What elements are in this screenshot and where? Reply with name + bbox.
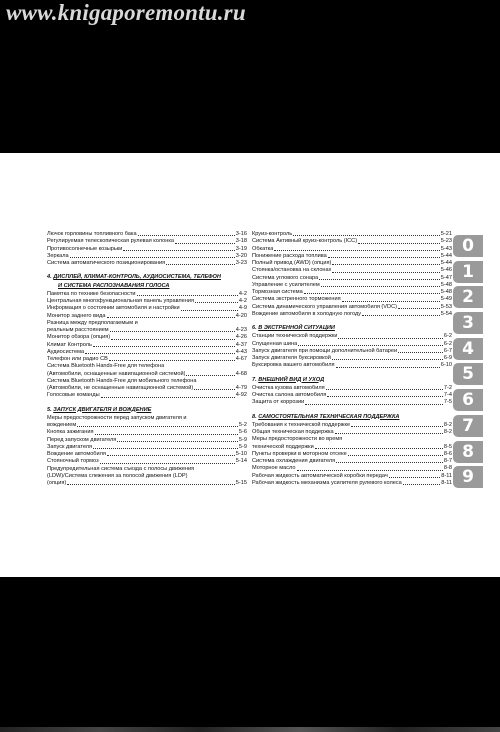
toc-entry[interactable] xyxy=(252,333,452,340)
toc-entry-line: Предупредительная система съезда с полосы движения xyxy=(47,465,195,472)
dot-leader xyxy=(110,327,235,332)
dot-leader xyxy=(305,399,443,404)
dot-leader xyxy=(389,473,440,478)
toc-entry-page: 4-2 xyxy=(238,290,247,297)
toc-entry-title: Система углового сонара xyxy=(252,274,319,281)
dot-leader xyxy=(332,260,439,265)
toc-entry[interactable] xyxy=(47,238,247,245)
dot-leader xyxy=(101,392,235,397)
toc-entry-title: (Автомобили, не оснащенные навигационной системой) xyxy=(47,385,194,391)
section-title: ВНЕШНИЙ ВИД И УХОД xyxy=(258,376,325,383)
toc-entry-title: Система автоматического позиционирования xyxy=(47,260,166,266)
toc-entry-page: 4-26 xyxy=(235,334,247,341)
toc-entry-page: 8-6 xyxy=(443,450,452,457)
toc-entry[interactable] xyxy=(252,480,452,487)
toc-entry[interactable] xyxy=(47,356,247,363)
toc-entry[interactable] xyxy=(47,291,247,298)
toc-entry-page: 3-20 xyxy=(235,252,247,259)
toc-entry-title: Стоянка/остановка на склонах xyxy=(252,267,332,274)
toc-entry-title: Буксировка вашего автомобиля xyxy=(252,362,335,369)
chapter-tab-1[interactable]: 1 xyxy=(453,261,483,283)
toc-entry-page: 3-16 xyxy=(235,231,247,237)
toc-entry-title: Обкатка xyxy=(252,245,274,252)
dot-leader xyxy=(358,238,440,243)
toc-entry-title: вождением xyxy=(47,422,77,428)
toc-entry[interactable] xyxy=(252,399,452,406)
dot-leader xyxy=(70,253,235,258)
toc-entry[interactable] xyxy=(47,444,247,451)
toc-entry-page: 8-8 xyxy=(443,465,452,472)
section-number: 7. xyxy=(252,376,257,383)
toc-entry-page: 5-10 xyxy=(235,451,247,457)
toc-entry[interactable] xyxy=(47,298,247,305)
dot-leader xyxy=(195,298,238,303)
toc-entry-page: 5-9 xyxy=(238,436,247,443)
section-number: 5. xyxy=(47,406,52,413)
toc-entry-title: Информация о состоянии автомобиля и настройки xyxy=(47,305,180,312)
chapter-tab-5[interactable]: 5 xyxy=(453,363,483,385)
chapter-tab-0[interactable]: 0 xyxy=(453,235,483,257)
toc-entry[interactable] xyxy=(47,231,247,238)
dot-leader xyxy=(319,275,440,280)
toc-entry-title: Вождение автомобиля в холодную погоду xyxy=(252,310,362,317)
toc-entry-title: Очистка кузова автомобиля xyxy=(252,384,325,391)
section-heading xyxy=(252,377,452,384)
toc-entry-title: Кнопка зажигания xyxy=(47,429,94,436)
toc-entry-line: (LDW)/Система слежения за полосой движения (LDP) xyxy=(47,472,188,479)
dot-leader xyxy=(123,246,234,251)
toc-entry-page: 4-79 xyxy=(235,385,247,391)
toc-entry-title: Очистка салона автомобиля xyxy=(252,392,327,398)
toc-entry-title: Полный привод (AWD) (опция) xyxy=(252,260,332,266)
toc-entry-page: 4-92 xyxy=(235,392,247,399)
dot-leader xyxy=(297,465,443,470)
dot-leader xyxy=(166,260,235,265)
dot-leader xyxy=(85,349,235,354)
toc-entry-title: Перед запуском двигателя xyxy=(47,436,117,443)
toc-entry-page: 3-23 xyxy=(235,260,247,266)
section-heading xyxy=(252,325,452,332)
toc-entry[interactable] xyxy=(47,349,247,356)
toc-entry[interactable] xyxy=(47,253,247,260)
toc-entry[interactable] xyxy=(252,473,452,480)
toc-entry[interactable] xyxy=(252,444,452,451)
toc-entry-page: 6-10 xyxy=(440,362,452,369)
toc-entry[interactable] xyxy=(47,451,247,458)
toc-entry-page: 8-11 xyxy=(441,479,452,486)
toc-entry-title: Требования к технической поддержке xyxy=(252,421,351,428)
toc-entry-line: Система Bluetooth Hands-Free для телефона xyxy=(47,363,165,370)
dot-leader xyxy=(351,422,443,427)
toc-entry-title: технической поддержки xyxy=(252,443,314,450)
chapter-tab-7[interactable]: 7 xyxy=(453,415,483,437)
dot-leader xyxy=(67,480,235,485)
toc-entry-page: 8-11 xyxy=(441,472,452,479)
toc-entry[interactable] xyxy=(252,465,452,472)
toc-entry-title: Тормозная система xyxy=(252,289,303,295)
toc-entry-page: 5-47 xyxy=(440,274,452,281)
dot-leader xyxy=(293,231,440,236)
toc-entry-page: 4-37 xyxy=(235,341,247,348)
toc-entry-page: 5-9 xyxy=(238,443,247,450)
toc-entry[interactable] xyxy=(252,246,452,253)
toc-page xyxy=(0,153,500,577)
toc-entry[interactable] xyxy=(252,451,452,458)
toc-entry-page: 4-43 xyxy=(235,348,247,355)
toc-entry[interactable] xyxy=(252,392,452,399)
dot-leader xyxy=(321,282,440,287)
dot-leader xyxy=(298,341,443,346)
toc-entry-page: 8-2 xyxy=(443,421,452,428)
dot-leader xyxy=(77,422,238,427)
dot-leader xyxy=(336,362,440,367)
dot-leader xyxy=(194,385,235,390)
toc-entry-title: Голосовые команды xyxy=(47,392,100,399)
toc-entry-page: 5-15 xyxy=(235,480,247,486)
toc-entry-page: 5-54 xyxy=(440,310,452,317)
toc-entry[interactable] xyxy=(252,231,452,238)
toc-entry-title: Памятка по технике безопасности xyxy=(47,290,136,297)
section-heading xyxy=(47,274,247,281)
toc-entry-page: 3-19 xyxy=(235,245,247,252)
toc-entry[interactable] xyxy=(252,385,452,392)
toc-entry-page: 5-43 xyxy=(440,245,452,252)
toc-entry-title: Климат Контроль xyxy=(47,341,92,348)
dot-leader xyxy=(95,429,238,434)
toc-entry-title: Система охлаждения двигателя xyxy=(252,458,336,464)
toc-entry-title: Понижение расхода топлива xyxy=(252,252,327,259)
toc-entry[interactable] xyxy=(252,348,452,355)
toc-entry-page: 5-2 xyxy=(238,422,247,428)
toc-entry-title: Вождение автомобиля xyxy=(47,451,106,457)
dot-leader xyxy=(338,333,442,338)
dot-leader xyxy=(328,253,440,258)
dot-leader xyxy=(315,444,443,449)
toc-entry-page: 5-14 xyxy=(235,458,247,465)
dot-leader xyxy=(335,429,443,434)
toc-entry-title: Запуск двигателя буксировкой xyxy=(252,355,331,361)
toc-entry-page: 4-68 xyxy=(235,370,247,377)
toc-entry-page: 6-2 xyxy=(443,340,452,347)
section-heading-cont xyxy=(47,283,247,290)
toc-entry-title: Монитор заднего вида xyxy=(47,312,106,319)
toc-entry-page: 5-44 xyxy=(440,260,452,266)
toc-entry[interactable] xyxy=(47,437,247,444)
toc-left-column xyxy=(47,231,247,487)
toc-entry-title: Спущенная шина xyxy=(252,340,298,347)
toc-entry[interactable] xyxy=(252,296,452,303)
toc-entry-page: 4-23 xyxy=(235,327,247,333)
toc-entry-title: Станции технической поддержки xyxy=(252,333,338,340)
toc-entry[interactable] xyxy=(47,313,247,320)
toc-entry[interactable] xyxy=(47,305,247,312)
toc-entry-title: Рабочая жидкость автоматической коробки передач xyxy=(252,472,388,479)
chapter-tab-9[interactable]: 9 xyxy=(453,466,483,488)
bottom-strip xyxy=(0,727,500,732)
toc-entry[interactable] xyxy=(47,392,247,399)
toc-entry-title: Круиз-контроль xyxy=(252,231,293,237)
toc-entry-title: Общая техническая поддержка xyxy=(252,429,334,435)
dot-leader xyxy=(332,267,439,272)
toc-entry-title: (опция) xyxy=(47,480,67,486)
chapter-tab-2[interactable]: 2 xyxy=(453,286,483,308)
toc-entry[interactable] xyxy=(47,260,247,267)
toc-entry[interactable] xyxy=(252,267,452,274)
toc-entry[interactable] xyxy=(47,385,247,392)
toc-entry-title: Лючок горловины топливного бака xyxy=(47,231,137,237)
section-number: 6. xyxy=(252,325,257,331)
toc-entry-title: Аудиосистема xyxy=(47,348,85,355)
dot-leader xyxy=(138,231,235,236)
chapter-tab-8[interactable]: 8 xyxy=(453,441,483,463)
toc-entry[interactable] xyxy=(252,422,452,429)
dot-leader xyxy=(175,238,235,243)
toc-entry[interactable] xyxy=(252,458,452,465)
toc-entry-page: 7-5 xyxy=(443,399,452,406)
dot-leader xyxy=(403,480,440,485)
toc-entry-title: Система экстренного торможения xyxy=(252,296,341,303)
toc-entry-title: Управление с усилителем xyxy=(252,281,320,288)
dot-leader xyxy=(342,296,440,301)
toc-entry[interactable] xyxy=(252,355,452,362)
section-title: И СИСТЕМА РАСПОЗНАВАНИЯ ГОЛОСА xyxy=(58,282,170,289)
toc-entry-page: 5-6 xyxy=(238,429,247,436)
dot-leader xyxy=(111,334,235,339)
dot-leader xyxy=(348,451,443,456)
toc-entry-page: 6-9 xyxy=(443,355,452,361)
toc-entry-page: 5-23 xyxy=(440,238,452,245)
toc-entry-title: Рабочая жидкость механизма усилителя рулевого колеса xyxy=(252,479,402,486)
dot-leader xyxy=(93,342,235,347)
dot-leader xyxy=(186,371,234,376)
toc-entry-title: Система динамического управления автомобиля (VDC) xyxy=(252,303,397,310)
toc-entry[interactable] xyxy=(252,362,452,369)
toc-entry-page: 6-7 xyxy=(443,347,452,354)
chapter-tab-3[interactable]: 3 xyxy=(453,312,483,334)
dot-leader xyxy=(274,246,439,251)
toc-entry-line: Меры предосторожности во время xyxy=(252,436,343,443)
toc-entry-page: 5-48 xyxy=(440,289,452,295)
toc-entry-page: 5-53 xyxy=(440,303,452,310)
dot-leader xyxy=(398,348,443,353)
toc-entry[interactable] xyxy=(47,327,247,334)
toc-entry[interactable] xyxy=(252,260,452,267)
toc-entry-title: Запуск двигателя xyxy=(47,443,93,450)
toc-entry-title: Стояночный тормоз xyxy=(47,458,99,465)
section-title: ЗАПУСК ДВИГАТЕЛЯ И ВОЖДЕНИЕ xyxy=(53,406,152,413)
toc-entry-page: 5-49 xyxy=(440,296,452,303)
chapter-tabs xyxy=(453,235,483,492)
chapter-tab-4[interactable]: 4 xyxy=(453,338,483,360)
toc-entry-page: 5-44 xyxy=(440,252,452,259)
toc-entry-page: 4-67 xyxy=(235,356,247,362)
toc-entry-page: 7-4 xyxy=(443,392,452,398)
dot-leader xyxy=(362,311,440,316)
toc-entry[interactable] xyxy=(252,238,452,245)
chapter-tab-6[interactable]: 6 xyxy=(453,389,483,411)
dot-leader xyxy=(117,437,238,442)
toc-entry-title: Телефон или радио CB xyxy=(47,356,108,362)
section-title: САМОСТОЯТЕЛЬНАЯ ТЕХНИЧЕСКАЯ ПОДДЕРЖКА xyxy=(258,413,400,420)
toc-entry-title: Запуск двигателя при помощи дополнительной батареи xyxy=(252,347,398,354)
toc-entry[interactable] xyxy=(252,341,452,348)
toc-right-column xyxy=(252,231,452,487)
toc-entry[interactable] xyxy=(252,253,452,260)
toc-entry-title: Защита от коррозии xyxy=(252,399,305,406)
section-number: 4. xyxy=(47,274,52,281)
toc-entry-page: 5-21 xyxy=(440,231,452,237)
toc-entry-page: 4-9 xyxy=(238,305,247,312)
toc-entry[interactable] xyxy=(47,422,247,429)
toc-entry-title: Центральная многофункциональная панель управления xyxy=(47,298,195,304)
dot-leader xyxy=(326,385,443,390)
dot-leader xyxy=(107,451,235,456)
toc-entry[interactable] xyxy=(252,289,452,296)
toc-entry[interactable] xyxy=(252,275,452,282)
toc-entry-title: Противосолнечные козырьки xyxy=(47,245,123,252)
dot-leader xyxy=(304,289,440,294)
watermark: www.knigaporemontu.ru xyxy=(6,0,246,25)
toc-entry[interactable] xyxy=(47,458,247,465)
toc-entry[interactable] xyxy=(47,429,247,436)
dot-leader xyxy=(109,356,235,361)
dot-leader xyxy=(327,392,443,397)
dot-leader xyxy=(181,305,238,310)
toc-entry-page: 3-18 xyxy=(235,238,247,245)
toc-entry-title: Система Активный круиз-контроль (ICC) xyxy=(252,238,358,245)
toc-entry[interactable] xyxy=(252,311,452,318)
toc-entry[interactable] xyxy=(252,429,452,436)
toc-entry-title: Монитор обзора (опция) xyxy=(47,334,111,341)
dot-leader xyxy=(100,458,235,463)
toc-entry-page: 4-2 xyxy=(238,298,247,304)
toc-entry[interactable] xyxy=(47,246,247,253)
toc-entry-line: Меры предосторожности перед запуском двигателя и xyxy=(47,414,187,421)
toc-entry[interactable] xyxy=(252,282,452,289)
toc-entry-page: 8-7 xyxy=(443,458,452,464)
section-title: В ЭКСТРЕННОЙ СИТУАЦИИ xyxy=(258,325,335,331)
section-title: ДИСПЛЕЙ, КЛИМАТ-КОНТРОЛЬ, АУДИОСИСТЕМА, ТЕЛЕФОН xyxy=(53,274,221,281)
toc-entry-title: Зеркала xyxy=(47,252,69,259)
toc-entry-page: 5-48 xyxy=(440,281,452,288)
toc-entry-page: 7-2 xyxy=(443,384,452,391)
toc-entry[interactable] xyxy=(47,371,247,378)
toc-entry[interactable] xyxy=(252,304,452,311)
dot-leader xyxy=(336,458,443,463)
toc-entry-page: 4-20 xyxy=(235,312,247,319)
toc-entry[interactable] xyxy=(47,480,247,487)
toc-entry-title: Пункты проверки в моторном отсеке xyxy=(252,450,347,457)
toc-entry-title: Моторное масло xyxy=(252,465,296,472)
toc-entry-page: 8-5 xyxy=(443,443,452,450)
toc-entry[interactable] xyxy=(47,342,247,349)
dot-leader xyxy=(398,304,440,309)
dot-leader xyxy=(137,291,238,296)
dot-leader xyxy=(107,313,235,318)
toc-entry-page: 8-2 xyxy=(443,429,452,435)
dot-leader xyxy=(332,355,443,360)
toc-entry-line: Система Bluetooth Hands-Free для мобильного телефона xyxy=(47,377,197,384)
toc-entry-page: 6-2 xyxy=(443,333,452,340)
section-number: 8. xyxy=(252,413,257,420)
dot-leader xyxy=(93,444,238,449)
section-heading xyxy=(47,407,247,414)
toc-entry[interactable] xyxy=(47,334,247,341)
toc-entry-title: Регулируемая телескопическая рулевая колонка xyxy=(47,238,174,245)
toc-entry-page: 5-46 xyxy=(440,267,452,274)
toc-entry-title: реальным расстоянием xyxy=(47,327,109,333)
toc-entry-title: (Автомобили, оснащенные навигационной системой) xyxy=(47,370,186,377)
section-heading xyxy=(252,414,452,421)
toc-entry-line: Разница между предполагаемым и xyxy=(47,319,138,326)
